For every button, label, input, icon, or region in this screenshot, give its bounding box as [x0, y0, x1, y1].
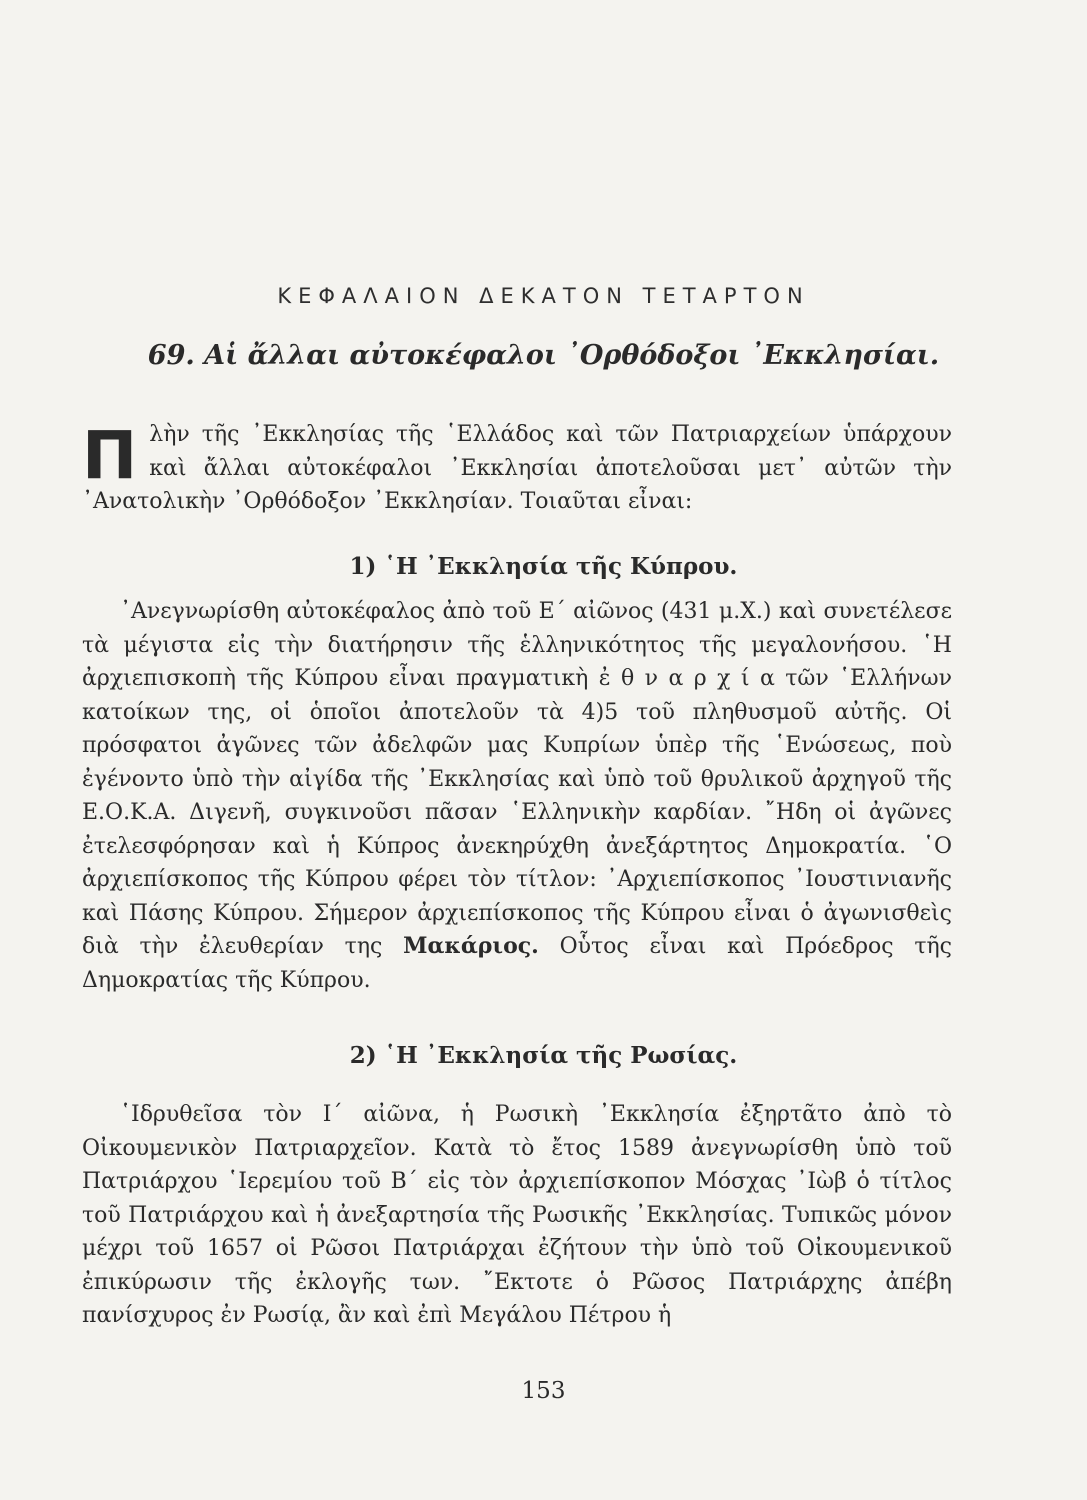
page-number: 153	[521, 1378, 566, 1404]
section-title: 69. Αἱ ἄλλαι αὐτοκέφαλοι ᾿Ορθόδοξοι ᾿Εκκλησίαι.	[147, 340, 940, 371]
russia-paragraph: ῾Ιδρυθεῖσα τὸν Ι´ αἰῶνα, ἡ Ρωσικὴ ᾿Εκκλησία ἐξηρτᾶτο ἀπὸ τὸ Οἰκουμενικὸν Πατριαρχεῖον. Κατὰ τὸ ἔτος 1589 ἀνεγνωρίσθη ὑπὸ τοῦ Πατριάρχου ῾Ιερεμίου τοῦ Β´ εἰς τὸν ἀρχιεπίσκοπον Μόσχας ᾿Ιὼβ ὁ τίτλος τοῦ Πατριάρχου καὶ ἡ ἀνεξαρτησία τῆς Ρωσικῆς ᾿Εκκλησίας. Τυπικῶς μόνον μέχρι τοῦ 1657 οἱ Ρῶσοι Πατριάρχαι ἐζήτουν τὴν ὑπὸ τοῦ Οἰκουμενικοῦ ἐπικύρωσιν τῆς ἐκλογῆς των. ῎Εκτοτε ὁ Ρῶσος Πατριάρχης ἀπέβη πανίσχυρος ἐν Ρωσίᾳ, ἂν καὶ ἐπὶ Μεγάλου Πέτρου ἡ	[82, 1102, 952, 1328]
bold-name: Μακάριος.	[403, 933, 539, 959]
subsection-heading-russia: 2) ῾Η ᾿Εκκλησία τῆς Ρωσίας.	[349, 1042, 738, 1069]
cyprus-text-end: Οὗτος εἶναι καὶ Πρόεδρος τῆς Δημοκρατίας τῆς Κύπρου.	[82, 934, 953, 993]
cyprus-paragraph	[82, 595, 952, 997]
subsection-heading-cyprus: 1) ῾Η ᾿Εκκλησία τῆς Κύπρου.	[349, 553, 738, 580]
intro-paragraph	[82, 418, 952, 519]
chapter-heading: ΚΕΦΑΛΑΙΟΝ ΔΕΚΑΤΟΝ ΤΕΤΑΡΤΟΝ	[277, 284, 810, 308]
intro-text: λὴν τῆς ᾿Εκκλησίας τῆς ῾Ελλάδος καὶ τῶν Πατριαρχείων ὑπάρχουν καὶ ἄλλαι αὐτοκέφαλοι ᾿Εκκλησίαι ἀποτελοῦσαι μετ᾿ αὐτῶν τὴν ᾿Ανατολικὴν ᾿Ορθόδοξον ᾿Εκκλησίαν. Τοιαῦται εἶναι:	[82, 422, 952, 514]
cyprus-text: ᾿Ανεγνωρίσθη αὐτοκέφαλος ἀπὸ τοῦ Ε´ αἰῶνος (431 μ.Χ.) καὶ συνετέλεσε τὰ μέγιστα εἰς τὴν διατήρησιν τῆς ἑλληνικότητος τῆς μεγαλονήσου. ῾Η ἀρχιεπισκοπὴ τῆς Κύπρου εἶναι πραγματικὴ ἐ θ ν α ρ χ ί α τῶν ῾Ελλήνων κατοίκων της, οἱ ὁποῖοι ἀποτελοῦν τὰ 4)5 τοῦ πληθυσμοῦ αὐτῆς. Οἱ πρόσφατοι ἀγῶνες τῶν ἀδελφῶν μας Κυπρίων ὑπὲρ τῆς ῾Ενώσεως, ποὺ ἐγένοντο ὑπὸ τὴν αἰγίδα τῆς ᾿Εκκλησίας καὶ ὑπὸ τοῦ θρυλικοῦ ἀρχηγοῦ τῆς Ε.Ο.Κ.Α. Διγενῆ, συγκινοῦσι πᾶσαν ῾Ελληνικὴν καρδίαν. ῎Ηδη οἱ ἀγῶνες ἐτελεσφόρησαν καὶ ἡ Κύπρος ἀνεκηρύχθη ἀνεξάρτητος Δημοκρατία. ῾Ο ἀρχιεπίσκοπος τῆς Κύπρου φέρει τὸν τίτλον: ᾿Αρχιεπίσκοπος ᾿Ιουστινιανῆς καὶ Πάσης Κύπρου. Σήμερον ἀρχιεπίσκοπος τῆς Κύπρου εἶναι ὁ ἀγωνισθεὶς διὰ τὴν ἐλευθερίαν της	[82, 599, 952, 959]
drop-cap: Π	[82, 417, 138, 494]
